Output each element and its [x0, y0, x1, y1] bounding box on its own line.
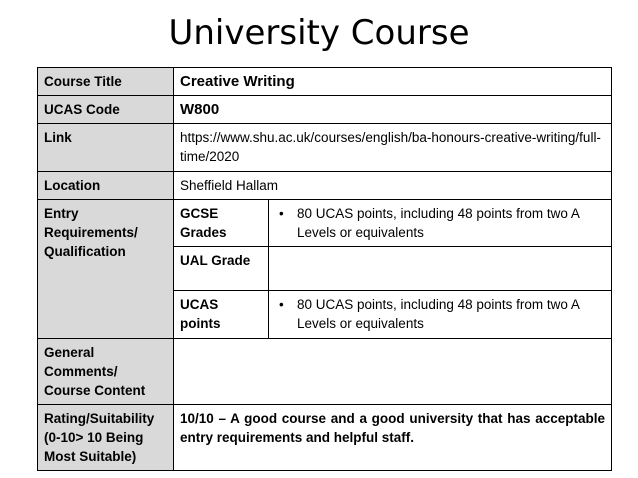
course-title-row [38, 68, 612, 96]
entry-requirements-label: Entry Requirements/ Qualification [38, 200, 174, 339]
comments-value [174, 339, 612, 405]
bullet-icon: • [279, 206, 284, 221]
location-value: Sheffield Hallam [174, 172, 612, 200]
ucas-points-label: UCAS points [174, 291, 269, 339]
page-title: University Course [168, 13, 470, 53]
gcse-value [269, 200, 612, 247]
gcse-row [38, 200, 612, 247]
rating-row [38, 405, 612, 471]
location-label: Location [38, 172, 174, 200]
ucas-code-value: W800 [174, 96, 612, 124]
comments-label: General Comments/ Course Content [38, 339, 174, 405]
comments-row [38, 339, 612, 405]
gcse-text: 80 UCAS points, including 48 points from two A Levels or equivalents [297, 206, 580, 240]
course-table [37, 67, 612, 471]
link-row [38, 124, 612, 172]
link-value[interactable]: https://www.shu.ac.uk/courses/english/ba-honours-creative-writing/full-time/2020 [174, 124, 612, 172]
rating-value: 10/10 – A good course and a good university that has acceptable entry requirements and helpful staff. [174, 405, 612, 471]
course-title-value: Creative Writing [174, 68, 612, 96]
rating-label: Rating/Suitability (0-10> 10 Being Most Suitable) [38, 405, 174, 471]
ual-label: UAL Grade [174, 247, 269, 291]
ual-value [269, 247, 612, 291]
location-row [38, 172, 612, 200]
ucas-points-text: 80 UCAS points, including 48 points from two A Levels or equivalents [297, 297, 580, 331]
ucas-points-value [269, 291, 612, 339]
gcse-label: GCSE Grades [174, 200, 269, 247]
ucas-code-row [38, 96, 612, 124]
course-title-label: Course Title [38, 68, 174, 96]
link-label: Link [38, 124, 174, 172]
bullet-icon: • [279, 297, 284, 312]
ucas-code-label: UCAS Code [38, 96, 174, 124]
